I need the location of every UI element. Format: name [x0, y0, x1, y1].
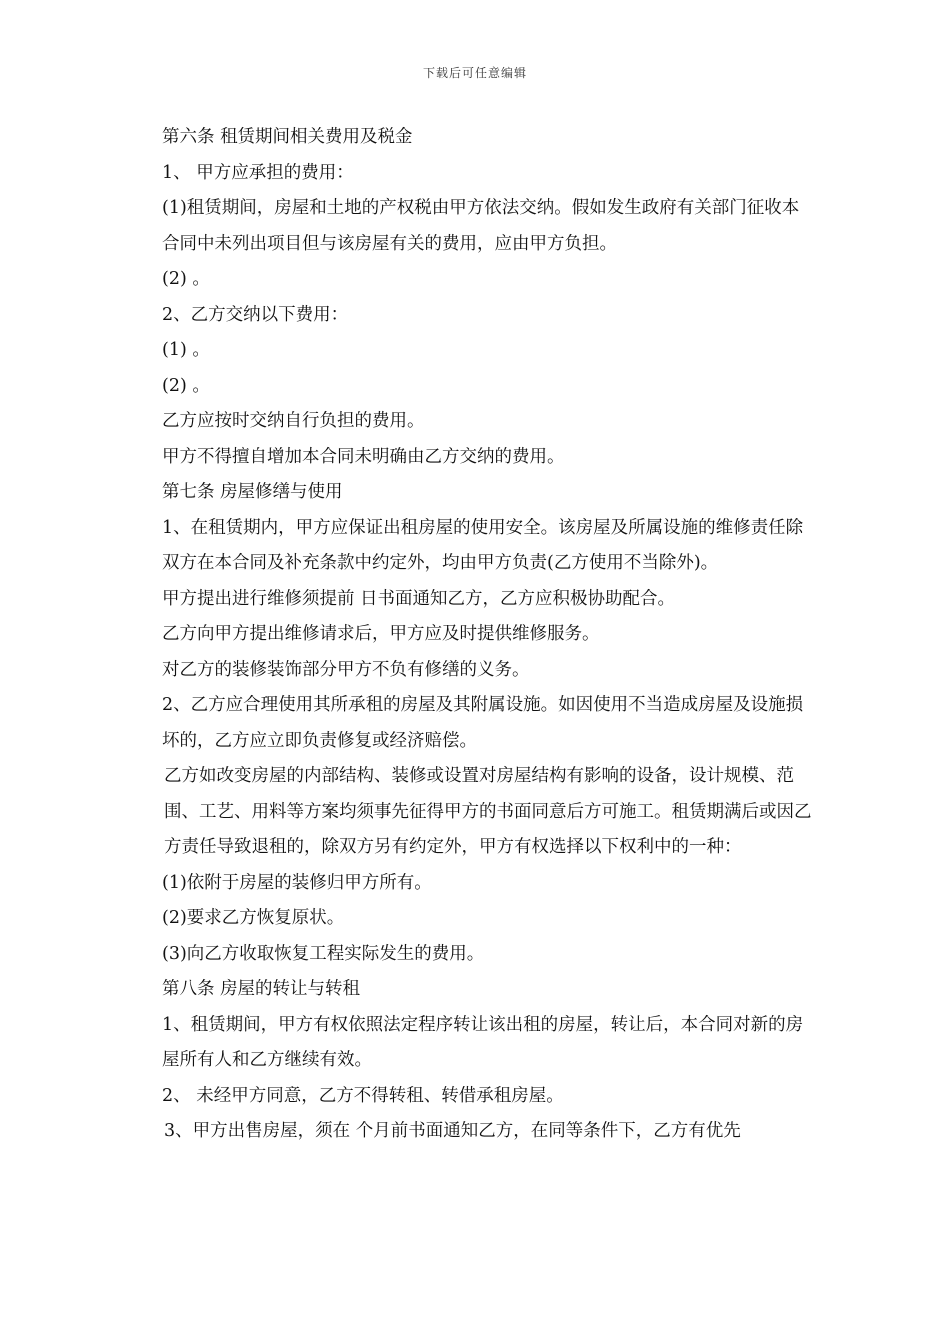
- paragraph: 甲方提出进行维修须提前 日书面通知乙方，乙方应积极协助配合。: [162, 588, 676, 609]
- paragraph: (2)要求乙方恢复原状。: [162, 908, 345, 928]
- paragraph: 1、在租赁期内，甲方应保证出租房屋的使用安全。该房屋及所属设施的维修责任除双方在本合同及补充条款中约定外，均由甲方负责(乙方使用不当除外)。: [162, 517, 804, 573]
- section-heading-8: 第八条 房屋的转让与转租: [162, 979, 361, 999]
- paragraph: 乙方应按时交纳自行负担的费用。: [162, 411, 425, 431]
- paragraph: (3)向乙方收取恢复工程实际发生的费用。: [162, 943, 485, 964]
- section-heading-6: 第六条 租赁期间相关费用及税金: [162, 127, 413, 147]
- page-header-note: 下载后可任意编辑: [422, 66, 527, 80]
- section-heading-7: 第七条 房屋修缮与使用: [162, 482, 343, 502]
- paragraph: 1、租赁期间，甲方有权依照法定程序转让该出租的房屋，转让后，本合同对新的房屋所有人和乙方继续有效。: [162, 1014, 804, 1070]
- paragraph: 乙方向甲方提出维修请求后，甲方应及时提供维修服务。: [162, 624, 600, 644]
- paragraph: 1、 甲方应承担的费用：: [162, 162, 354, 183]
- paragraph: (1)依附于房屋的装修归甲方所有。: [162, 872, 432, 893]
- paragraph: 对乙方的装修装饰部分甲方不负有修缮的义务。: [162, 659, 530, 680]
- paragraph: 2、乙方应合理使用其所承租的房屋及其附属设施。如因使用不当造成房屋及设施损坏的，乙方应立即负责修复或经济赔偿。: [162, 695, 804, 751]
- paragraph: 2、乙方交纳以下费用：: [162, 304, 349, 325]
- paragraph: (1)租赁期间，房屋和土地的产权税由甲方依法交纳。假如发生政府有关部门征收本合同中未列出项目但与该房屋有关的费用，应由甲方负担。: [162, 198, 800, 254]
- paragraph: (2) 。: [162, 375, 210, 396]
- document-body: [142, 120, 812, 1150]
- paragraph: 甲方不得擅自增加本合同未明确由乙方交纳的费用。: [162, 446, 565, 467]
- paragraph: (2) 。: [162, 269, 210, 289]
- paragraph: 乙方如改变房屋的内部结构、装修或设置对房屋结构有影响的设备，设计规模、范围、工艺、用料等方案均须事先征得甲方的书面同意后方可施工。租赁期满后或因乙方责任导致退租的，除双方另有约定外，甲方有权选择以下权利中的一种：: [164, 766, 812, 857]
- paragraph: 2、 未经甲方同意，乙方不得转租、转借承租房屋。: [162, 1085, 564, 1106]
- paragraph: (1) 。: [162, 340, 210, 360]
- paragraph: 3、甲方出售房屋，须在 个月前书面通知乙方，在同等条件下，乙方有优先: [164, 1121, 741, 1141]
